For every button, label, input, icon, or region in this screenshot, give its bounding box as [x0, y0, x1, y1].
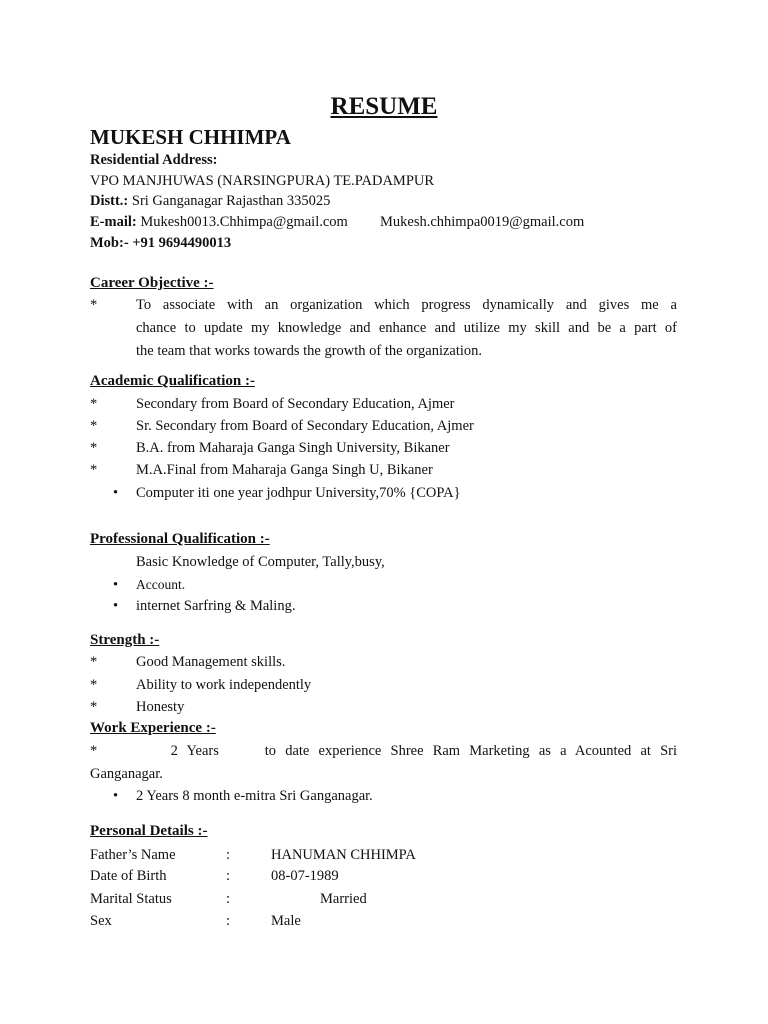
personal-separator: :: [226, 847, 231, 863]
work-bullet: •: [113, 788, 119, 804]
strength-item: Good Management skills.: [136, 654, 286, 670]
academic-item: M.A.Final from Maharaja Ganga Singh U, Bikaner: [136, 462, 433, 478]
strength-item: Honesty: [136, 699, 185, 715]
academic-item: B.A. from Maharaja Ganga Singh University, Bikaner: [136, 440, 450, 456]
professional-item: internet Sarfring & Maling.: [136, 598, 296, 614]
personal-label: Marital Status: [90, 891, 172, 907]
academic-item: Computer iti one year jodhpur University,70% {COPA}: [136, 485, 461, 501]
personal-label: Father’s Name: [90, 847, 176, 863]
career-marker: *: [90, 297, 98, 313]
professional-intro: Basic Knowledge of Computer, Tally,busy,: [136, 554, 385, 570]
distt-label: Distt.:: [90, 193, 129, 209]
email-secondary[interactable]: Mukesh.chhimpa0019@gmail.com: [380, 214, 585, 230]
work-line-2: Ganganagar.: [90, 766, 163, 782]
work-bullet-text: 2 Years 8 month e-mitra Sri Ganganagar.: [136, 788, 373, 804]
academic-marker: *: [90, 462, 98, 478]
personal-label: Sex: [90, 913, 112, 929]
work-heading: Work Experience :-: [90, 720, 216, 736]
career-line-2: chance to update my knowledge and enhance and utilize my skill and be a part of: [136, 320, 677, 336]
email-label: E-mail:: [90, 214, 137, 230]
personal-label: Date of Birth: [90, 868, 167, 884]
mobile-line: Mob:- +91 9694490013: [90, 235, 232, 251]
academic-marker: *: [90, 396, 98, 412]
strength-item: Ability to work independently: [136, 677, 312, 693]
personal-separator: :: [226, 891, 231, 907]
distt-value: Sri Ganganagar Rajasthan 335025: [131, 193, 331, 209]
personal-value: Male: [271, 913, 301, 929]
career-line-1: To associate with an organization which progress dynamically and gives me a: [136, 297, 677, 313]
professional-bullet: •: [113, 577, 119, 593]
personal-value: Married: [320, 891, 367, 907]
strength-marker: *: [90, 699, 98, 715]
strength-marker: *: [90, 677, 98, 693]
personal-value: HANUMAN CHHIMPA: [271, 847, 416, 863]
career-objective-heading: Career Objective :-: [90, 275, 214, 291]
address-line: VPO MANJHUWAS (NARSINGPURA) TE.PADAMPUR: [90, 173, 435, 189]
career-line-3: the team that works towards the growth of the organization.: [136, 343, 483, 359]
email-line: [90, 214, 348, 231]
professional-item: Account.: [136, 577, 186, 592]
personal-value: 08-07-1989: [271, 868, 339, 884]
strength-marker: *: [90, 654, 98, 670]
personal-separator: :: [226, 868, 231, 884]
address-label: Residential Address:: [90, 152, 218, 168]
professional-bullet: •: [113, 598, 119, 614]
personal-heading: Personal Details :-: [90, 823, 208, 839]
email-primary[interactable]: Mukesh0013.Chhimpa@gmail.com: [140, 214, 348, 230]
academic-item: Secondary from Board of Secondary Education, Ajmer: [136, 396, 455, 412]
academic-marker: *: [90, 440, 98, 456]
candidate-name: MUKESH CHHIMPA: [90, 125, 291, 149]
work-line-1: * 2 Years to date experience Shree Ram Marketing as a Acounted at Sri: [90, 743, 677, 759]
strength-heading: Strength :-: [90, 632, 160, 648]
professional-heading: Professional Qualification :-: [90, 531, 270, 547]
personal-separator: :: [226, 913, 231, 929]
distt-line: [90, 193, 330, 210]
academic-heading: Academic Qualification :-: [90, 373, 255, 389]
academic-marker: *: [90, 418, 98, 434]
academic-item: Sr. Secondary from Board of Secondary Education, Ajmer: [136, 418, 474, 434]
resume-title: RESUME: [330, 93, 438, 120]
academic-bullet: •: [113, 485, 119, 501]
